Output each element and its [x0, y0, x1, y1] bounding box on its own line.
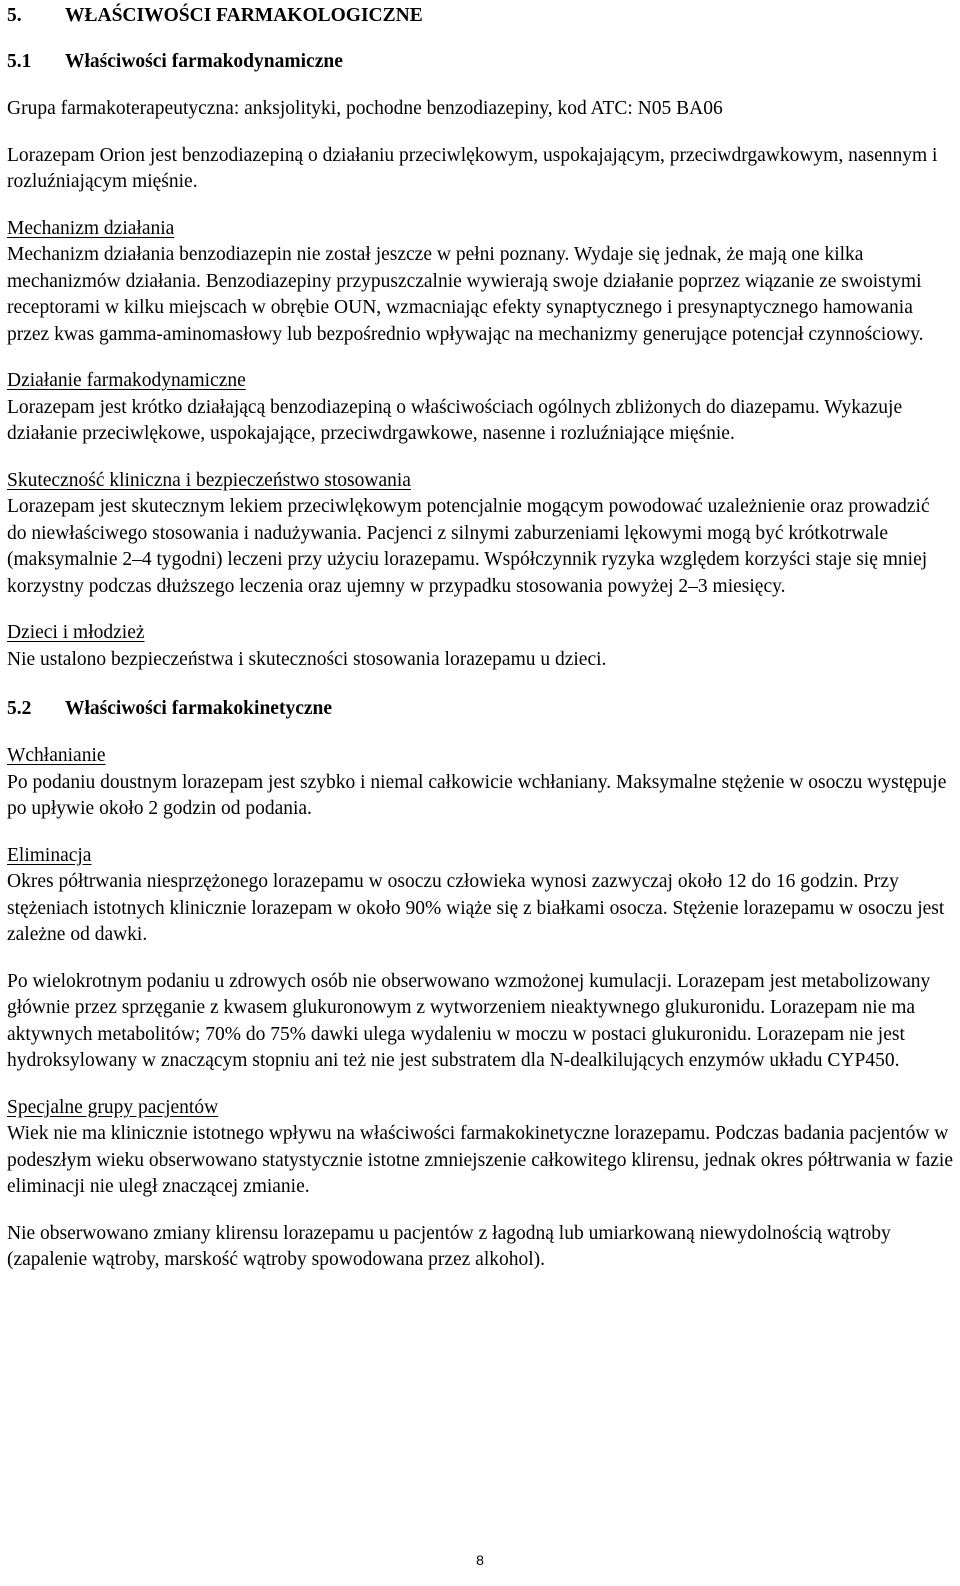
- children-heading: Dzieci i młodzież: [7, 622, 145, 643]
- liver-impairment-paragraph: Nie obserwowano zmiany klirensu lorazepamu u pacjentów z łagodną lub umiarkowaną niewydolnością wątroby (zapalenie wątroby, marskość wątroby spowodowana przez alkohol).: [7, 1222, 891, 1270]
- special-groups-heading: Specjalne grupy pacjentów: [7, 1096, 219, 1118]
- absorption-block: [7, 743, 953, 823]
- special-groups-paragraph: Wiek nie ma klinicznie istotnego wpływu na właściwości farmakokinetyczne lorazepamu. Podczas badania pacjentów w podeszłym wieku obserwowano statystycznie istotne zmniejszenie całkowitego klirensu, jednak okres półtrwania w fazie eliminacji nie uległ znaczącej zmianie.: [7, 1123, 954, 1197]
- mechanism-block: [7, 216, 953, 349]
- efficacy-paragraph: Lorazepam jest skutecznym lekiem przeciwlękowym potencjalnie mogącym powodować uzależnienie oraz prowadzić do niewłaściwego stosowania i nadużywania. Pacjenci z silnymi zaburzeniami lękowymi mogą być krótkotrwale (maksymalnie 2–4 tygodni) leczeni przy użyciu lorazepamu. Współczynnik ryzyka względem korzyści staje się mniej korzystny podczas dłuższego leczenia oraz ujemny w przypadku stosowania powyżej 2–3 miesięcy.: [7, 496, 930, 597]
- page-number: 8: [476, 1552, 484, 1568]
- section-5-1-heading: [7, 48, 953, 76]
- pharmacodynamic-heading: Działanie farmakodynamiczne: [7, 370, 246, 391]
- pharmacodynamic-block: [7, 368, 953, 448]
- pharmacodynamic-paragraph: Lorazepam jest krótko działającą benzodiazepiną o właściwościach ogólnych zbliżonych do diazepamu. Wykazuje działanie przeciwlękowe, uspokajające, przeciwdrgawkowe, nasenne i rozluźniające mięśnie.: [7, 396, 903, 444]
- absorption-heading: Wchłanianie: [7, 745, 106, 766]
- elimination-heading: Eliminacja: [7, 844, 92, 866]
- elimination-block: [7, 843, 953, 949]
- children-paragraph: Nie ustalono bezpieczeństwa i skuteczności stosowania lorazepamu u dzieci.: [7, 648, 607, 670]
- section-5-1-number: 5.1: [7, 51, 32, 72]
- metabolism-paragraph: Po wielokrotnym podaniu u zdrowych osób nie obserwowano wzmożonej kumulacji. Lorazepam jest metabolizowany głównie przez sprzęganie z kwasem glukuronowym z wytworzeniem nieaktywnego glukuronidu. Lorazepam nie ma aktywnych metabolitów; 70% do 75% dawki ulega wydaleniu w moczu w postaci glukuronidu. Lorazepam nie jest hydroksylowany w znaczącym stopniu ani też nie jest substratem dla N-dealkilujących enzymów układu CYP450.: [7, 970, 931, 1071]
- mechanism-heading: Mechanizm działania: [7, 217, 175, 239]
- intro-paragraph: Lorazepam Orion jest benzodiazepiną o działaniu przeciwlękowym, uspokajającym, przeciwdrgawkowym, nasennym i rozluźniającym mięśnie.: [7, 144, 938, 192]
- efficacy-heading: Skuteczność kliniczna i bezpieczeństwo stosowania: [7, 469, 411, 491]
- absorption-paragraph: Po podaniu doustnym lorazepam jest szybko i niemal całkowicie wchłaniany. Maksymalne stężenie w osoczu występuje po upływie około 2 godzin od podania.: [7, 771, 947, 819]
- elimination-paragraph: Okres półtrwania niesprzężonego lorazepamu w osoczu człowieka wynosi zazwyczaj około 12 do 16 godzin. Przy stężeniach istotnych klinicznie lorazepam w około 90% wiąże się z białkami osocza. Stężenie lorazepamu w osoczu jest zależne od dawki.: [7, 871, 945, 945]
- children-block: [7, 620, 953, 673]
- section-5-2-number: 5.2: [7, 698, 32, 719]
- document-page: [7, 2, 953, 1274]
- section-5-heading: [7, 2, 953, 30]
- section-5-1-title: Właściwości farmakodynamiczne: [65, 51, 343, 72]
- efficacy-block: [7, 468, 953, 601]
- special-groups-block: [7, 1095, 953, 1201]
- mechanism-paragraph: Mechanizm działania benzodiazepin nie został jeszcze w pełni poznany. Wydaje się jednak, że mają one kilka mechanizmów działania. Benzodiazepiny przypuszczalnie wywierają swoje działanie poprzez wiązanie ze swoistymi receptorami w kilku miejscach w obrębie OUN, wzmacniając efekty synaptycznego i presynaptycznego hamowania przez kwas gamma-aminomasłowy lub bezpośrednio wpływając na mechanizmy generujące potencjał czynnościowy.: [7, 244, 924, 345]
- section-5-number: 5.: [7, 5, 22, 26]
- pharmacotherapeutic-group: Grupa farmakoterapeutyczna: anksjolityki, pochodne benzodiazepiny, kod ATC: N05 BA06: [7, 98, 723, 119]
- section-5-title: WŁAŚCIWOŚCI FARMAKOLOGICZNE: [65, 5, 423, 26]
- section-5-2-heading: [7, 695, 953, 723]
- section-5-2-title: Właściwości farmakokinetyczne: [65, 698, 333, 719]
